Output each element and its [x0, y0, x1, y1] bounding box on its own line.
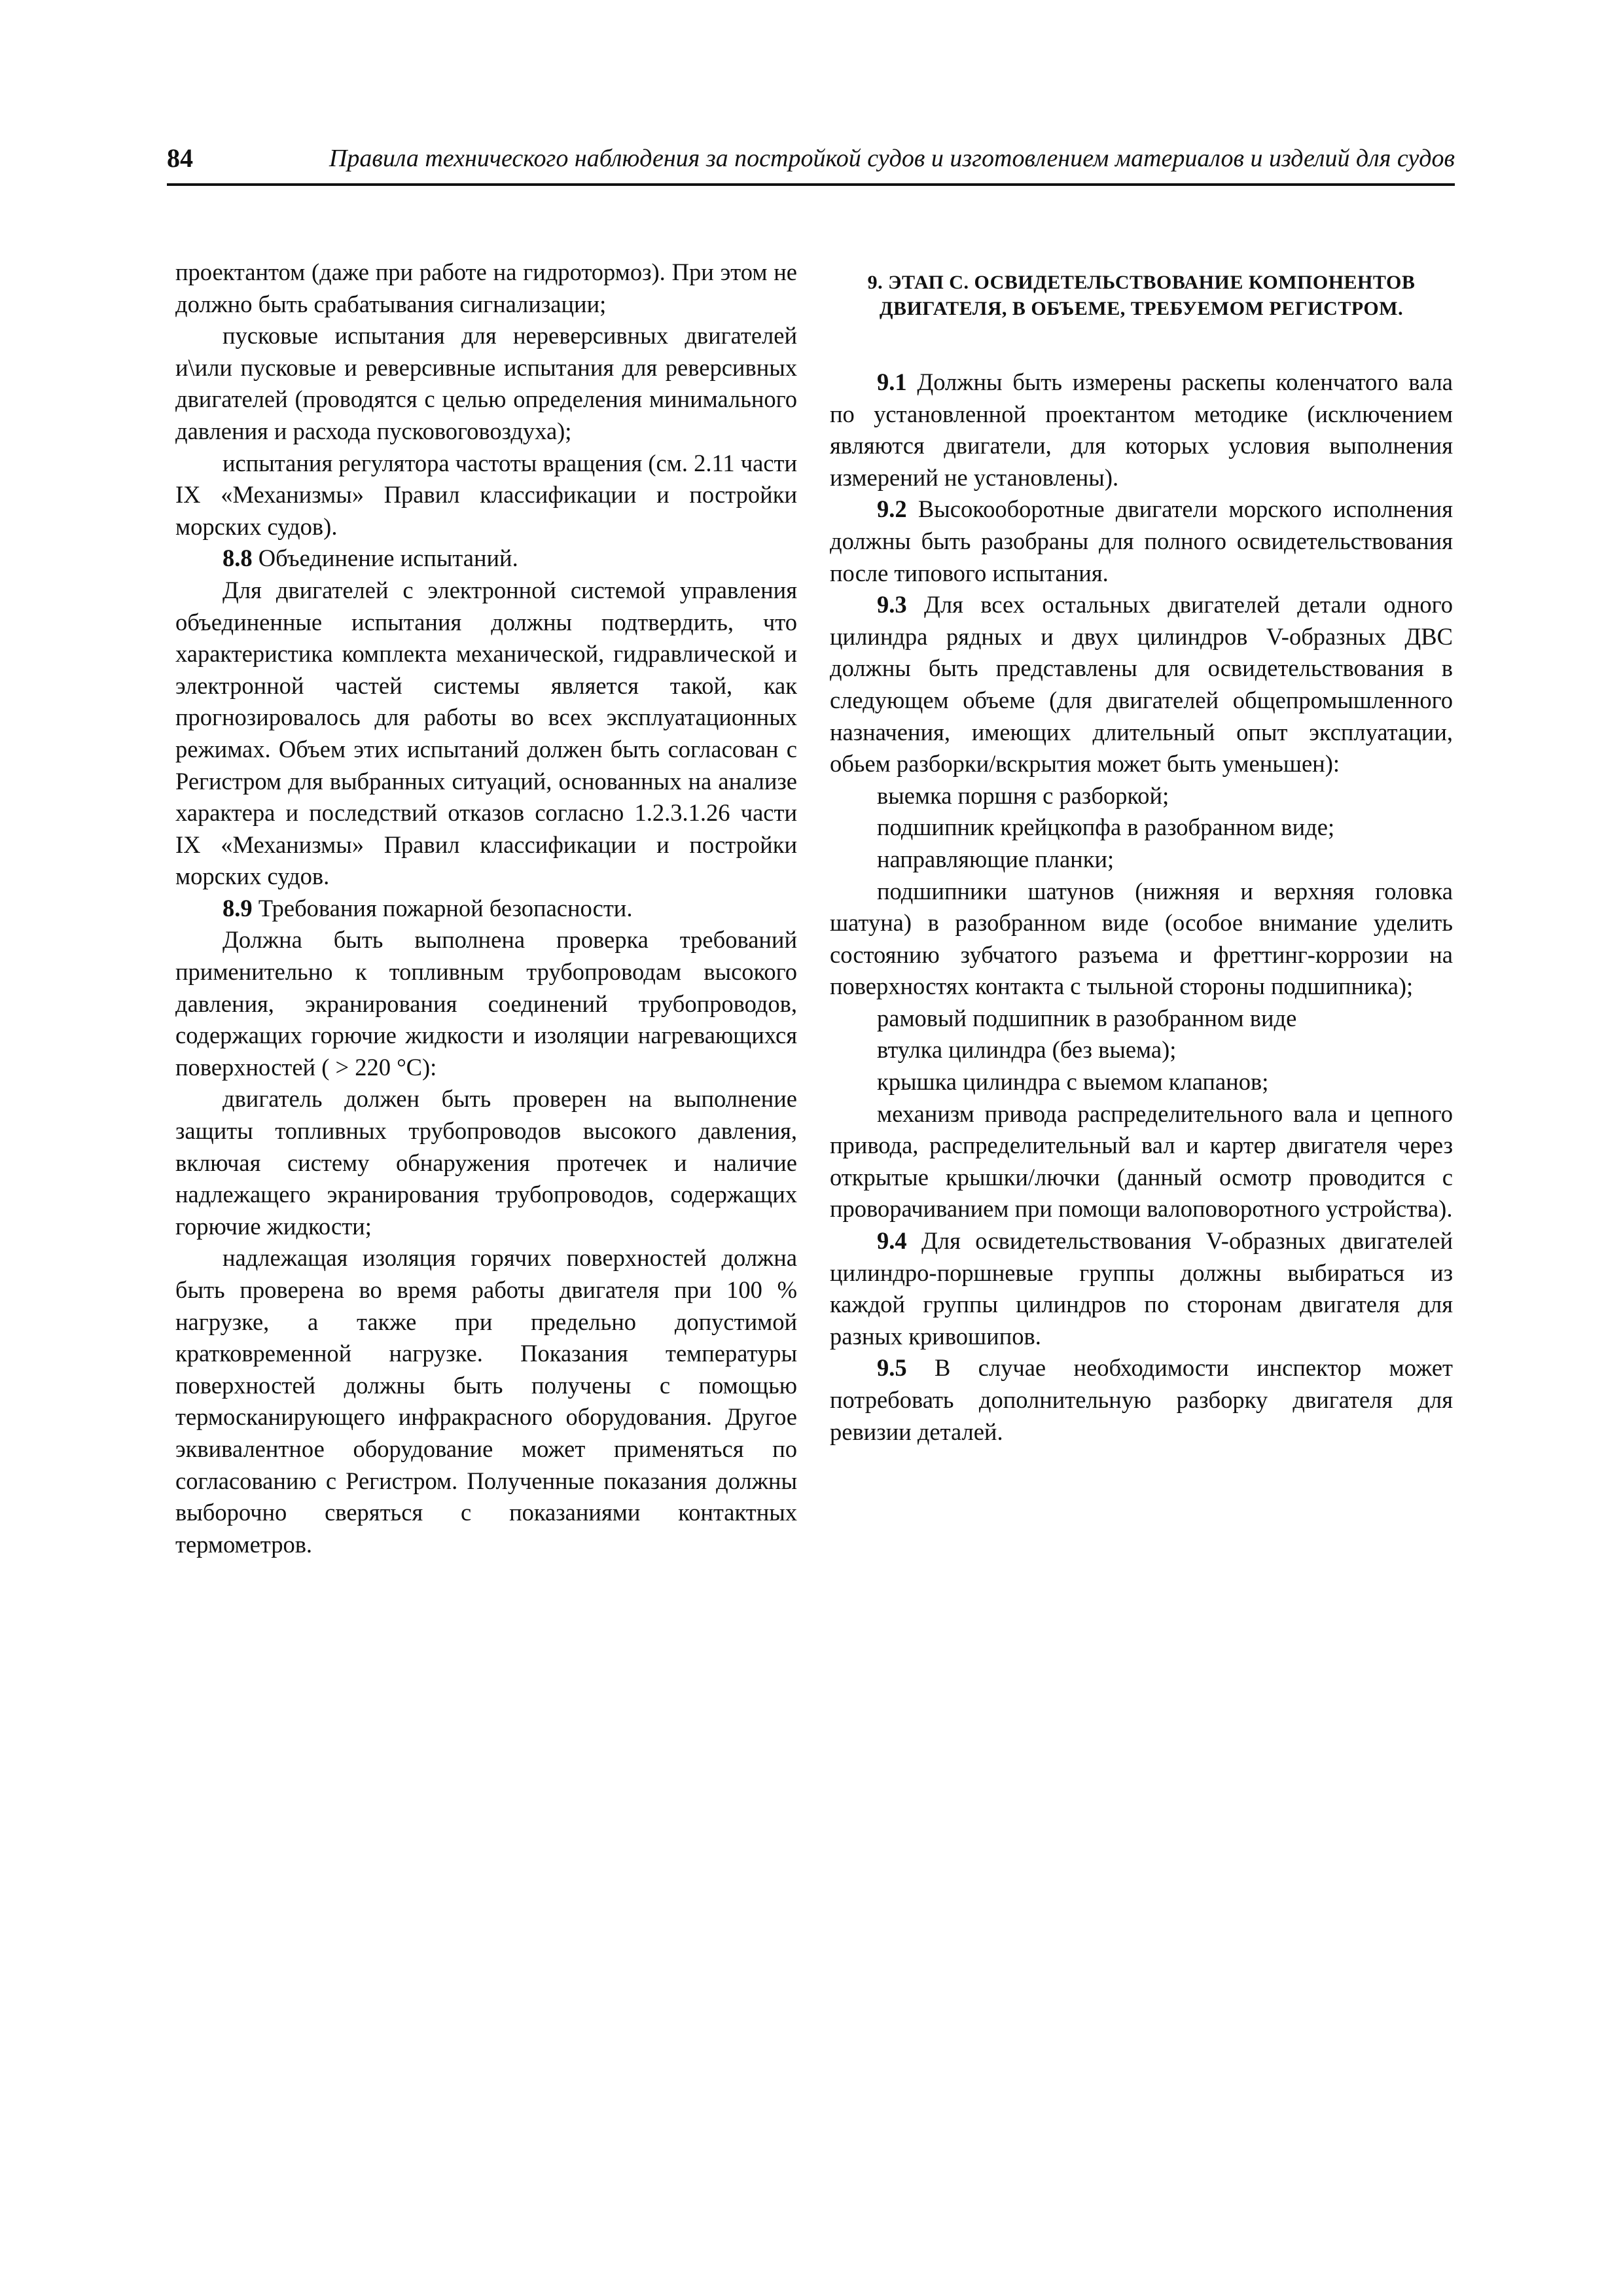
- clause-number: 9.4: [877, 1227, 907, 1255]
- list-item: крышка цилиндра с выемом клапанов;: [877, 1068, 1269, 1096]
- clause-9-2: [830, 493, 1453, 589]
- paragraph: надлежащая изоляция горячих поверхностей должна быть проверена во время работы двигателя при 100 % нагрузке, а также при предельно допустимой кратковременной нагрузке. Показания температуры поверхностей должны быть получены с помощью термосканирующего инфракрасного оборудования. Другое эквивалентное оборудование может применяться по согласованию с Регистром. Полученные показания должны выборочно сверяться с показаниями контактных термометров.: [175, 1244, 797, 1558]
- page-number: 84: [167, 143, 193, 173]
- section-9-title: 9. ЭТАП С. ОСВИДЕТЕЛЬСТВОВАНИЕ КОМПОНЕНТОВ ДВИГАТЕЛЯ, В ОБЪЕМЕ, ТРЕБУЕМОМ РЕГИСТРОМ.: [867, 272, 1416, 319]
- clause-text: Должны быть измерены раскепы коленчатого вала по установленной проектантом методике (исключением являются двигатели, для которых условия выполнения измерений не установлены).: [830, 368, 1453, 491]
- left-column: [175, 257, 797, 1560]
- section-title: Требования пожарной безопасности.: [252, 894, 633, 922]
- list-item: направляющие планки;: [877, 845, 1115, 872]
- clause-number: 9.5: [877, 1354, 907, 1382]
- paragraph: проектантом (даже при работе на гидротормоз). При этом не должно быть срабатывания сигнализации;: [175, 259, 797, 317]
- list-item: выемка поршня с разборкой;: [877, 781, 1169, 809]
- clause-text: Для освидетельствования V-образных двигателей цилиндро-поршневые группы должны выбираться из каждой группы цилиндров по сторонам двигателя для разных кривошипов.: [830, 1227, 1453, 1350]
- running-title: Правила технического наблюдения за постройкой судов и изготовлением материалов и изделий для судов: [329, 145, 1455, 172]
- section-number: 8.9: [223, 894, 253, 922]
- clause-9-5: [830, 1352, 1453, 1448]
- section-title: Объединение испытаний.: [252, 545, 518, 572]
- clause-number: 9.3: [877, 591, 907, 619]
- clause-text: В случае необходимости инспектор может потребовать дополнительную разборку двигателя для ревизии деталей.: [830, 1354, 1453, 1445]
- clause-9-1: [830, 367, 1453, 493]
- list-item: подшипник крейцкопфа в разобранном виде;: [877, 814, 1335, 841]
- paragraph: Для двигателей с электронной системой управления объединенные испытания должны подтвердить, что характеристика комплекта механической, гидравлической и электронной частей системы является такой, как прогнозировалось для работы во всех эксплуатационных режимах. Объем этих испытаний должен быть согласован с Регистром для выбранных ситуаций, основанных на анализе характера и последствий отказов согласно 1.2.3.1.26 части IX «Механизмы» Правил классификации и постройки морских судов.: [175, 576, 797, 890]
- clause-9-4: [830, 1225, 1453, 1352]
- list-item: втулка цилиндра (без выема);: [877, 1036, 1177, 1064]
- clause-number: 9.1: [877, 368, 907, 395]
- list-item: рамовый подшипник в разобранном виде: [877, 1004, 1297, 1031]
- clause-number: 9.2: [877, 495, 907, 523]
- paragraph: пусковые испытания для нереверсивных двигателей и\или пусковые и реверсивные испытания для реверсивных двигателей (проводятся с целью определения минимального давления и расхода пусковоговоздуха);: [175, 322, 797, 444]
- list-item: механизм привода распределительного вала и цепного привода, распределительный вал и картер двигателя через открытые крышки/лючки (данный осмотр проводится с проворачиванием при помощи валоповоротного устройства).: [830, 1100, 1453, 1223]
- paragraph: испытания регулятора частоты вращения (см. 2.11 части IX «Механизмы» Правил классификации и постройки морских судов).: [175, 449, 797, 540]
- section-heading-8-8: [175, 543, 797, 575]
- clause-9-3: [830, 589, 1453, 780]
- clause-text: Высокооборотные двигатели морского исполнения должны быть разобраны для полного освидетельствования после типового испытания.: [830, 495, 1453, 586]
- page-header: [167, 143, 1455, 186]
- section-heading-8-9: [175, 893, 797, 925]
- paragraph: двигатель должен быть проверен на выполнение защиты топливных трубопроводов высокого давления, включая систему обнаружения протечек и наличие надлежащего экранирования трубопроводов, содержащих горючие жидкости;: [175, 1085, 797, 1240]
- list-item: подшипники шатунов (нижняя и верхняя головка шатуна) в разобранном виде (особое внимание уделить состоянию зубчатого разъема и фреттинг-коррозии на поверхностях контакта с тыльной стороны подшипника);: [830, 877, 1453, 1000]
- paragraph: Должна быть выполнена проверка требований применительно к топливным трубопроводам высокого давления, экранирования соединений трубопроводов, содержащих горючие жидкости и изоляции нагревающихся поверхностей ( > 220 °C):: [175, 926, 797, 1081]
- right-column: [830, 257, 1453, 1448]
- section-number: 8.8: [223, 545, 253, 572]
- clause-text: Для всех остальных двигателей детали одного цилиндра рядных и двух цилиндров V-образных ДВС должны быть представлены для освидетельствования в следующем объеме (для двигателей общепромышленного назначения, имеющих длительный опыт эксплуатации, обьем разборки/вскрытия может быть уменьшен):: [830, 591, 1453, 778]
